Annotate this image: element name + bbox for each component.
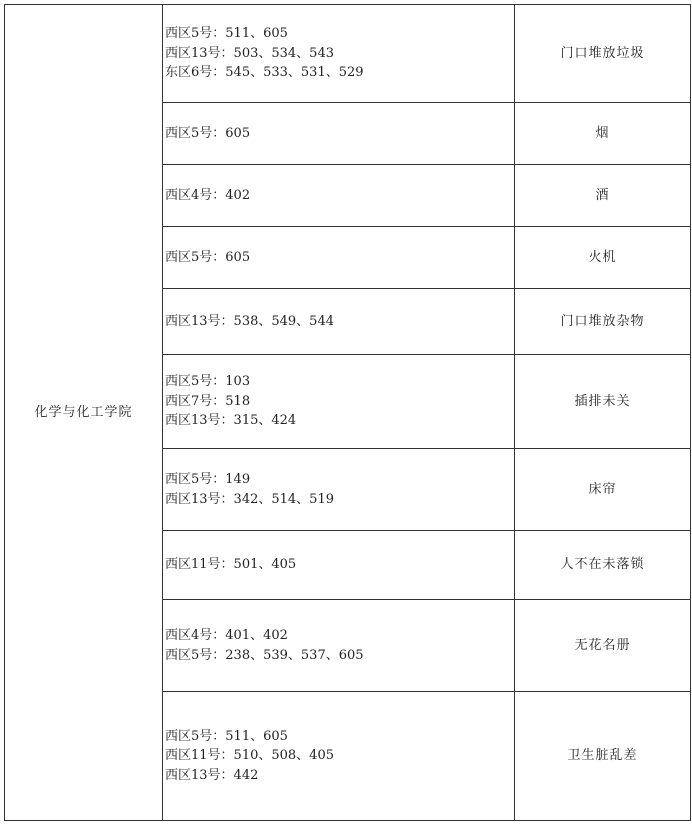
issue-cell: 无花名册 <box>515 600 691 692</box>
room-line: 西区5号：511、605 <box>165 728 288 744</box>
rooms-cell <box>163 692 515 821</box>
rooms-cell <box>163 449 515 531</box>
issue-cell: 门口堆放垃圾 <box>515 5 691 103</box>
rooms-cell <box>163 531 515 600</box>
issue-cell: 火机 <box>515 227 691 289</box>
college-cell: 化学与化工学院 <box>5 5 163 821</box>
room-line: 西区11号：501、405 <box>165 557 297 573</box>
room-line: 西区5号：149 <box>165 472 251 487</box>
issue-cell: 床帘 <box>515 449 691 531</box>
room-line: 东区6号：545、533、531、529 <box>165 65 364 81</box>
room-line: 西区13号：538、549、544 <box>165 313 334 329</box>
rooms-cell <box>163 103 515 165</box>
issue-cell: 酒 <box>515 165 691 227</box>
issue-cell: 烟 <box>515 103 691 165</box>
issue-cell: 人不在未落锁 <box>515 531 691 600</box>
room-line: 西区5号：103 <box>165 374 251 390</box>
room-line: 西区13号：442 <box>165 767 259 783</box>
rooms-cell <box>163 289 515 355</box>
table-row <box>5 5 691 103</box>
rooms-cell <box>163 5 515 103</box>
issue-cell: 卫生脏乱差 <box>515 692 691 821</box>
room-line: 西区5号：605 <box>165 249 251 265</box>
room-line: 西区5号：238、539、537、605 <box>165 647 364 663</box>
room-line: 西区13号：342、514、519 <box>165 491 334 507</box>
room-line: 西区4号：402 <box>165 187 251 203</box>
room-line: 西区7号：518 <box>165 393 251 409</box>
rooms-cell <box>163 165 515 227</box>
room-line: 西区13号：503、534、543 <box>165 45 334 61</box>
rooms-cell <box>163 355 515 449</box>
rooms-cell <box>163 227 515 289</box>
room-line: 西区5号：605 <box>165 125 251 141</box>
room-line: 西区4号：401、402 <box>165 628 288 643</box>
inspection-table <box>4 4 691 821</box>
room-line: 西区11号：510、508、405 <box>165 748 334 764</box>
room-line: 西区5号：511、605 <box>165 26 288 42</box>
issue-cell: 插排未关 <box>515 355 691 449</box>
rooms-cell <box>163 600 515 692</box>
issue-cell: 门口堆放杂物 <box>515 289 691 355</box>
room-line: 西区13号：315、424 <box>165 413 297 429</box>
